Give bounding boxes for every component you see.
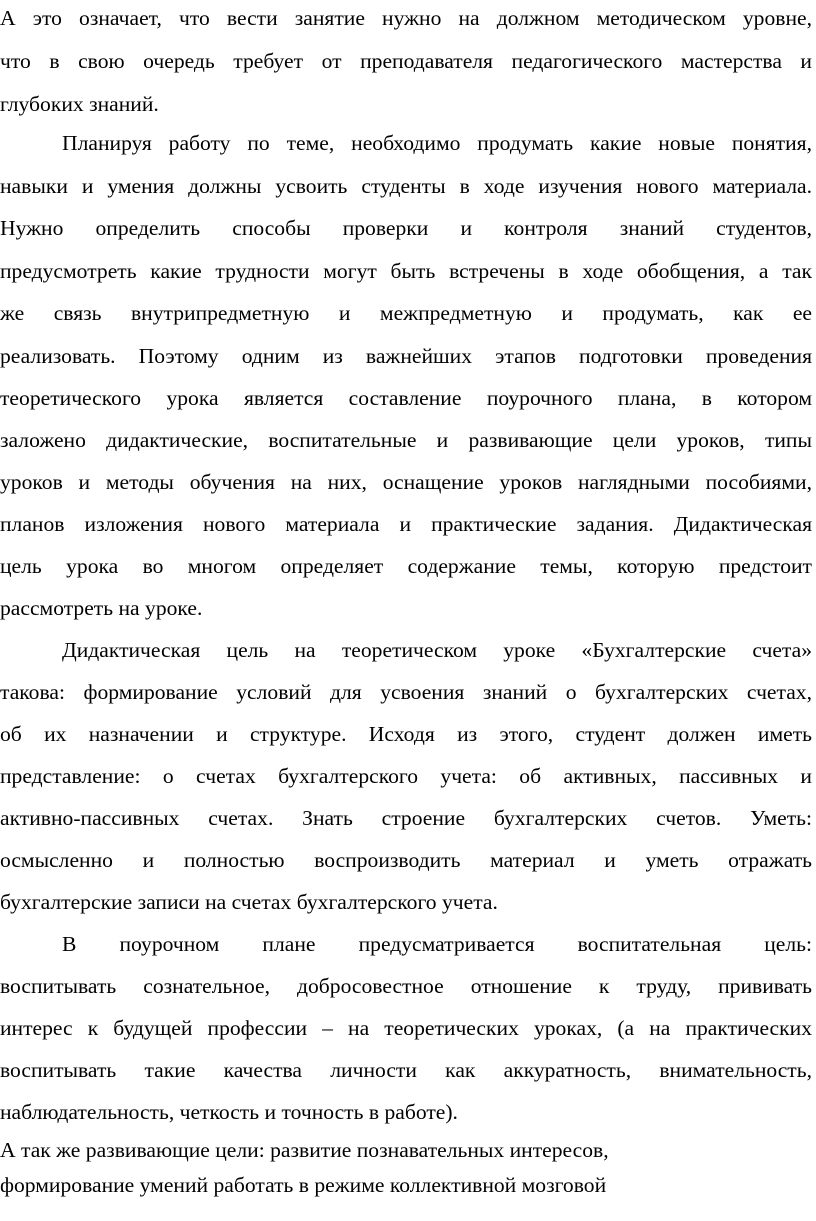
text-line: теоретического урока является составление поурочного плана, в котором — [0, 386, 812, 410]
text-line: рассмотреть на уроке. — [0, 596, 203, 620]
text-line: А так же развивающие цели: развитие познавательных интересов, — [0, 1138, 609, 1162]
text-line: цель урока во многом определяет содержание темы, которую предстоит — [0, 554, 812, 578]
text-line: активно-пассивных счетах. Знать строение бухгалтерских счетов. Уметь: — [0, 806, 812, 830]
text-line: что в свою очередь требует от преподавателя педагогического мастерства и — [0, 49, 812, 73]
text-line: уроков и методы обучения на них, оснащение уроков наглядными пособиями, — [0, 470, 812, 494]
paragraph-first-line: Планируя работу по теме, необходимо продумать какие новые понятия, — [62, 131, 812, 155]
text-line: Нужно определить способы проверки и контроля знаний студентов, — [0, 216, 812, 240]
text-line: представление: о счетах бухгалтерского учета: об активных, пассивных и — [0, 764, 812, 788]
text-line: осмысленно и полностью воспроизводить материал и уметь отражать — [0, 848, 812, 872]
text-line: предусмотреть какие трудности могут быть встречены в ходе обобщения, а так — [0, 259, 812, 283]
text-line: формирование умений работать в режиме коллективной мозговой — [0, 1173, 607, 1197]
text-line: интерес к будущей профессии – на теоретических уроках, (а на практических — [0, 1016, 812, 1040]
text-line: заложено дидактические, воспитательные и развивающие цели уроков, типы — [0, 428, 812, 452]
text-line: бухгалтерские записи на счетах бухгалтерского учета. — [0, 890, 498, 914]
text-line: планов изложения нового материала и практические задания. Дидактическая — [0, 512, 812, 536]
text-line: воспитывать такие качества личности как аккуратность, внимательность, — [0, 1058, 812, 1082]
text-line: такова: формирование условий для усвоения знаний о бухгалтерских счетах, — [0, 680, 812, 704]
paragraph-first-line: Дидактическая цель на теоретическом уроке «Бухгалтерские счета» — [62, 638, 812, 662]
text-line: воспитывать сознательное, добросовестное отношение к труду, прививать — [0, 974, 812, 998]
text-line: глубоких знаний. — [0, 92, 159, 116]
text-line: наблюдательность, четкость и точность в работе). — [0, 1100, 458, 1124]
text-line: реализовать. Поэтому одним из важнейших этапов подготовки проведения — [0, 344, 812, 368]
paragraph-first-line: В поурочном плане предусматривается воспитательная цель: — [62, 932, 812, 956]
text-line: А это означает, что вести занятие нужно на должном методическом уровне, — [0, 6, 812, 30]
text-line: же связь внутрипредметную и межпредметную и продумать, как ее — [0, 301, 812, 325]
text-line: навыки и умения должны усвоить студенты в ходе изучения нового материала. — [0, 174, 812, 198]
text-line: об их назначении и структуре. Исходя из этого, студент должен иметь — [0, 722, 812, 746]
